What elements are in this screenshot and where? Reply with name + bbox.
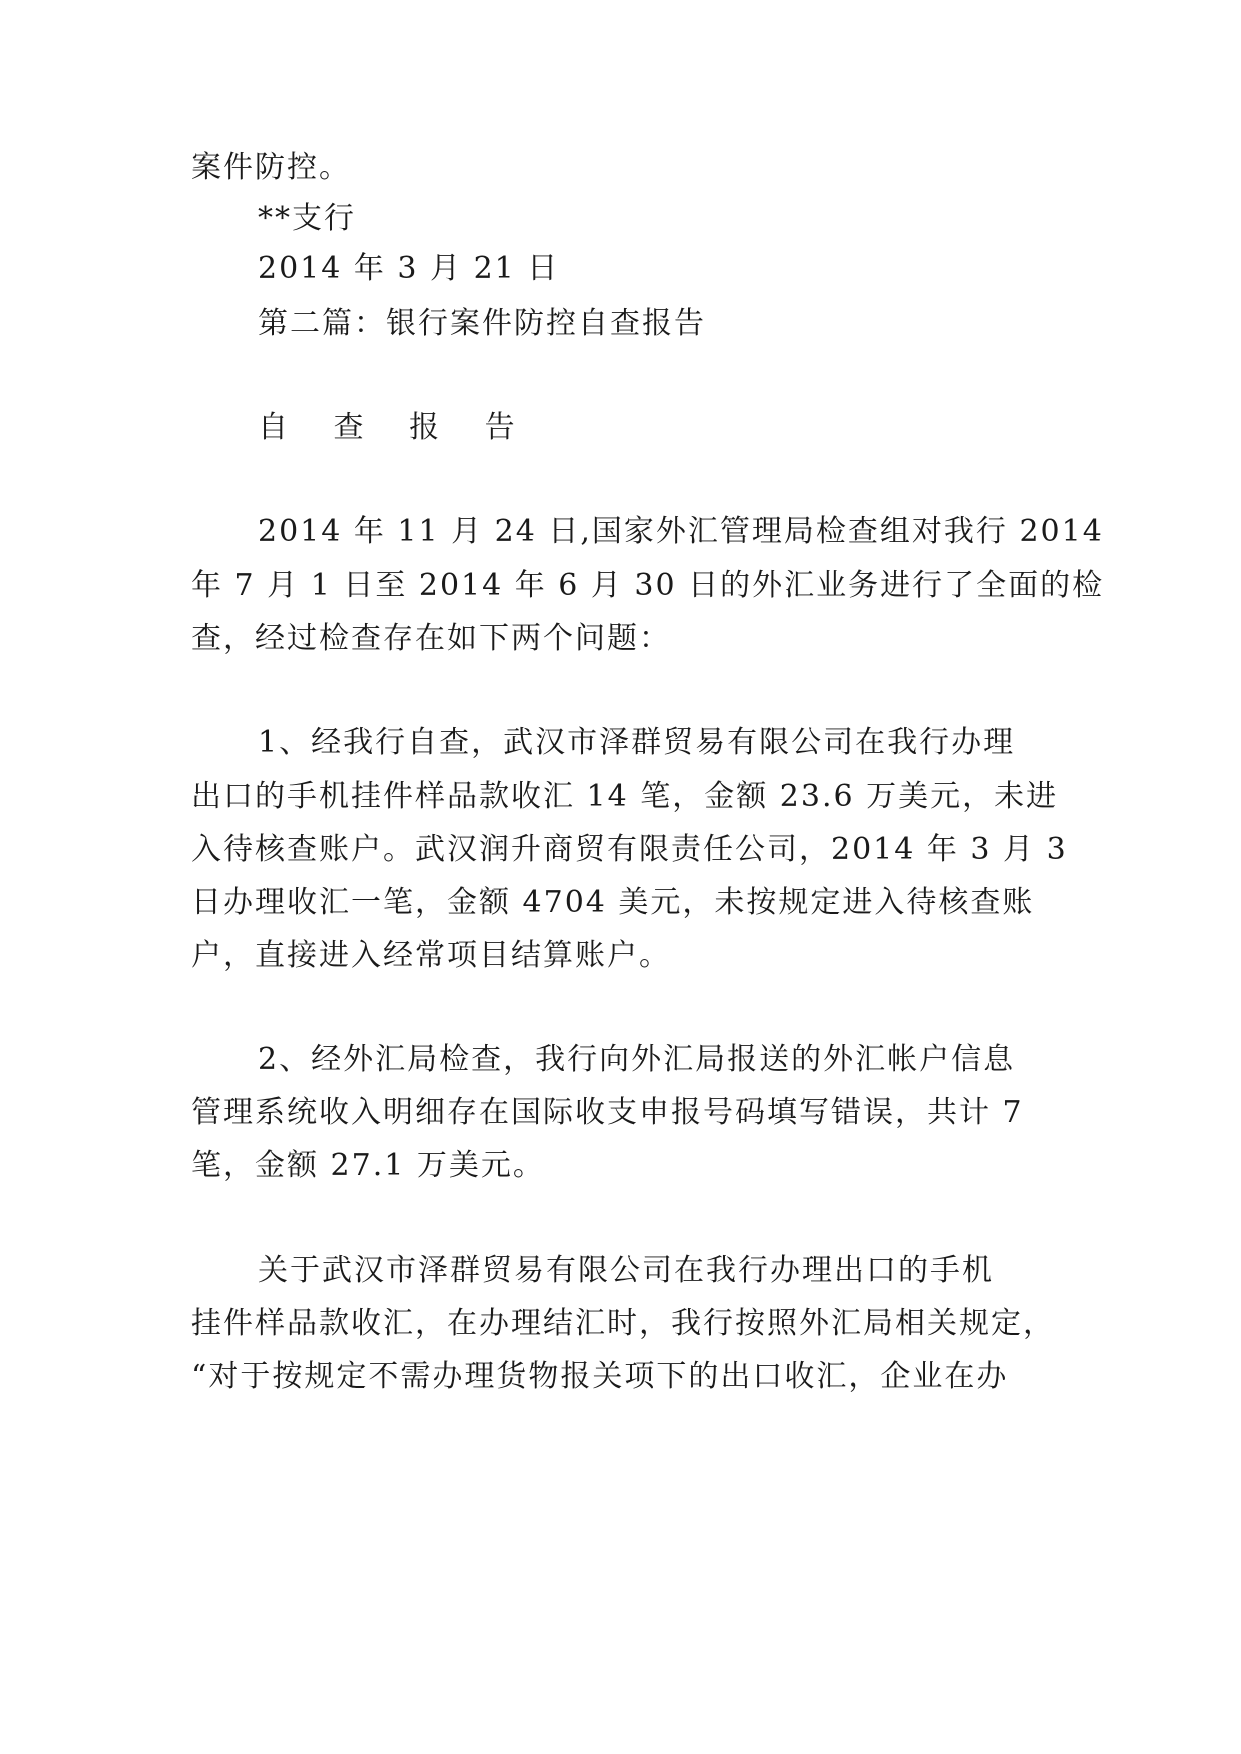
section-heading: 第二篇：银行案件防控自查报告 — [258, 306, 706, 341]
issue-1-line-1: 1、经我行自查，武汉市泽群贸易有限公司在我行办理 — [258, 725, 1016, 760]
signature-branch: **支行 — [258, 201, 356, 236]
issue-1-line-3: 入待核查账户。武汉润升商贸有限责任公司，2014 年 3 月 3 — [191, 832, 1068, 867]
paragraph-intro-line-2: 年 7 月 1 日至 2014 年 6 月 30 日的外汇业务进行了全面的检 — [191, 568, 1105, 603]
issue-2-line-1: 2、经外汇局检查，我行向外汇局报送的外汇帐户信息 — [258, 1042, 1016, 1077]
paragraph-intro-line-1: 2014 年 11 月 24 日,国家外汇管理局检查组对我行 2014 — [258, 514, 1104, 549]
paragraph-intro-line-3: 查，经过检查存在如下两个问题： — [191, 621, 671, 656]
issue-1-line-2: 出口的手机挂件样品款收汇 14 笔，金额 23.6 万美元，未进 — [191, 779, 1059, 814]
issue-2-line-2: 管理系统收入明细存在国际收支申报号码填写错误，共计 7 — [191, 1095, 1024, 1130]
text-line-closing: 案件防控。 — [191, 150, 351, 185]
report-title: 自 查 报 告 — [258, 410, 533, 445]
signature-date: 2014 年 3 月 21 日 — [258, 251, 560, 286]
explanation-line-3: “对于按规定不需办理货物报关项下的出口收汇，企业在办 — [191, 1359, 1009, 1394]
explanation-line-1: 关于武汉市泽群贸易有限公司在我行办理出口的手机 — [258, 1253, 994, 1288]
issue-1-line-5: 户，直接进入经常项目结算账户。 — [191, 938, 671, 973]
issue-1-line-4: 日办理收汇一笔，金额 4704 美元，未按规定进入待核查账 — [191, 885, 1035, 920]
issue-2-line-3: 笔，金额 27.1 万美元。 — [191, 1148, 545, 1183]
explanation-line-2: 挂件样品款收汇，在办理结汇时，我行按照外汇局相关规定， — [191, 1306, 1055, 1341]
